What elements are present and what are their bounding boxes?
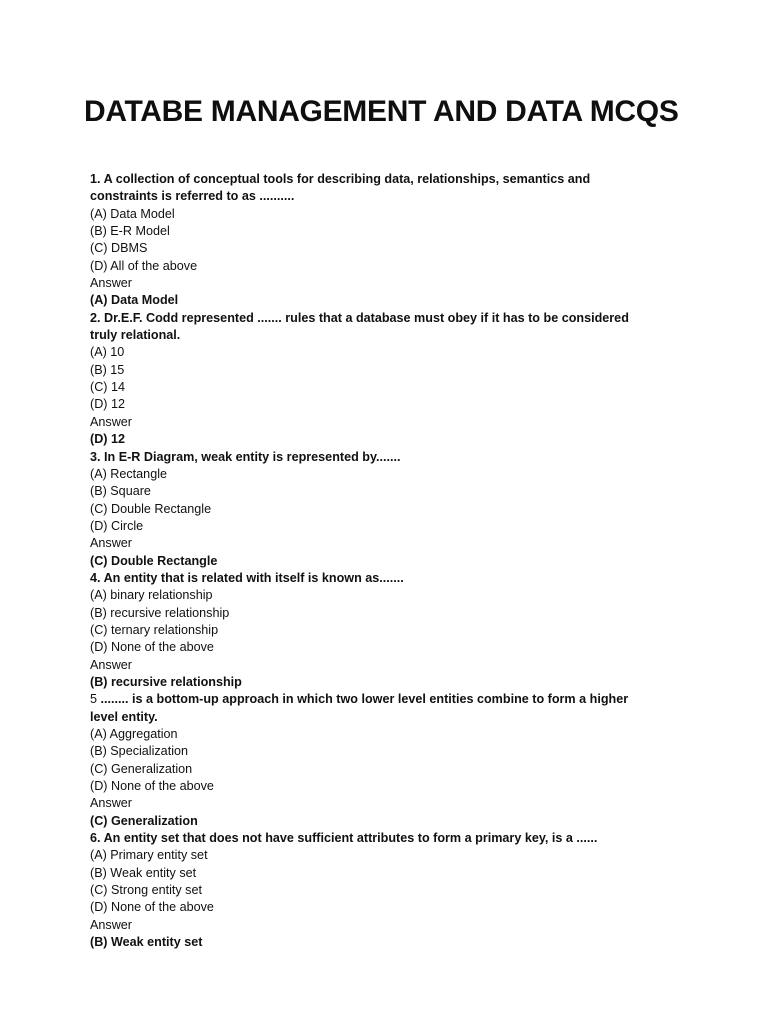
option-c: (C) Double Rectangle xyxy=(90,501,212,516)
option-c: (C) ternary relationship xyxy=(90,622,219,637)
answer-label: Answer xyxy=(90,917,132,932)
question-text xyxy=(90,449,650,466)
option-a: (A) 10 xyxy=(90,345,125,360)
option-d: (D) None of the above xyxy=(90,779,214,794)
option-b: (B) recursive relationship xyxy=(90,605,230,620)
question-body: Dr.E.F. Codd represented ....... rules that a database must obey if it has to be considered truly relational. xyxy=(90,310,629,343)
question-number: 6. xyxy=(90,831,101,846)
option-b: (B) 15 xyxy=(90,362,125,377)
question-text xyxy=(90,310,650,345)
question-body: ........ is a bottom-up approach in which two lower level entities combine to form a higher level entity. xyxy=(90,692,629,724)
option-a: (A) Rectangle xyxy=(90,466,167,481)
question-text xyxy=(90,691,650,726)
question-list xyxy=(90,171,650,951)
question-6 xyxy=(90,830,650,951)
option-a: (A) Aggregation xyxy=(90,727,178,741)
answer-label: Answer xyxy=(90,414,132,429)
answer-label: Answer xyxy=(90,796,132,811)
answer-value: (B) recursive relationship xyxy=(90,674,242,689)
answer-value: (C) Generalization xyxy=(90,813,198,828)
answer-value: (A) Data Model xyxy=(90,293,179,308)
answer-value: (C) Double Rectangle xyxy=(90,553,218,568)
question-1 xyxy=(90,171,650,310)
question-body: In E-R Diagram, weak entity is represented by....... xyxy=(104,449,401,464)
question-number: 4. xyxy=(90,570,101,585)
option-a: (A) Data Model xyxy=(90,206,175,221)
option-a: (A) Primary entity set xyxy=(90,848,208,863)
answer-label: Answer xyxy=(90,657,132,672)
option-d: (D) None of the above xyxy=(90,900,214,915)
question-text xyxy=(90,830,650,847)
option-d: (D) None of the above xyxy=(90,640,214,655)
page-title: DATABE MANAGEMENT AND DATA MCQS xyxy=(84,95,679,128)
option-b: (B) Specialization xyxy=(90,744,188,759)
option-d: (D) All of the above xyxy=(90,258,198,273)
option-c: (C) Strong entity set xyxy=(90,883,202,898)
question-4 xyxy=(90,570,650,691)
option-a: (A) binary relationship xyxy=(90,588,213,603)
question-body: An entity set that does not have sufficient attributes to form a primary key, is a ...... xyxy=(103,831,598,846)
question-2 xyxy=(90,310,650,449)
question-text xyxy=(90,570,650,587)
question-text xyxy=(90,171,650,206)
question-number: 1. xyxy=(90,172,101,186)
question-5 xyxy=(90,691,650,830)
answer-value: (B) Weak entity set xyxy=(90,935,203,950)
option-c: (C) 14 xyxy=(90,380,125,395)
question-body: An entity that is related with itself is known as....... xyxy=(103,570,404,585)
option-d: (D) 12 xyxy=(90,397,125,412)
option-c: (C) DBMS xyxy=(90,241,148,256)
answer-value: (D) 12 xyxy=(90,432,125,447)
option-b: (B) E-R Model xyxy=(90,224,170,239)
question-body: A collection of conceptual tools for describing data, relationships, semantics and constraints is referred to as .......... xyxy=(90,172,591,204)
option-b: (B) Weak entity set xyxy=(90,865,197,880)
answer-label: Answer xyxy=(90,536,132,551)
question-3 xyxy=(90,449,650,570)
option-d: (D) Circle xyxy=(90,518,144,533)
question-number: 5 xyxy=(90,692,98,707)
question-number: 2. xyxy=(90,310,101,325)
option-c: (C) Generalization xyxy=(90,761,193,776)
answer-label: Answer xyxy=(90,276,132,291)
question-number: 3. xyxy=(90,449,101,464)
option-b: (B) Square xyxy=(90,484,151,499)
